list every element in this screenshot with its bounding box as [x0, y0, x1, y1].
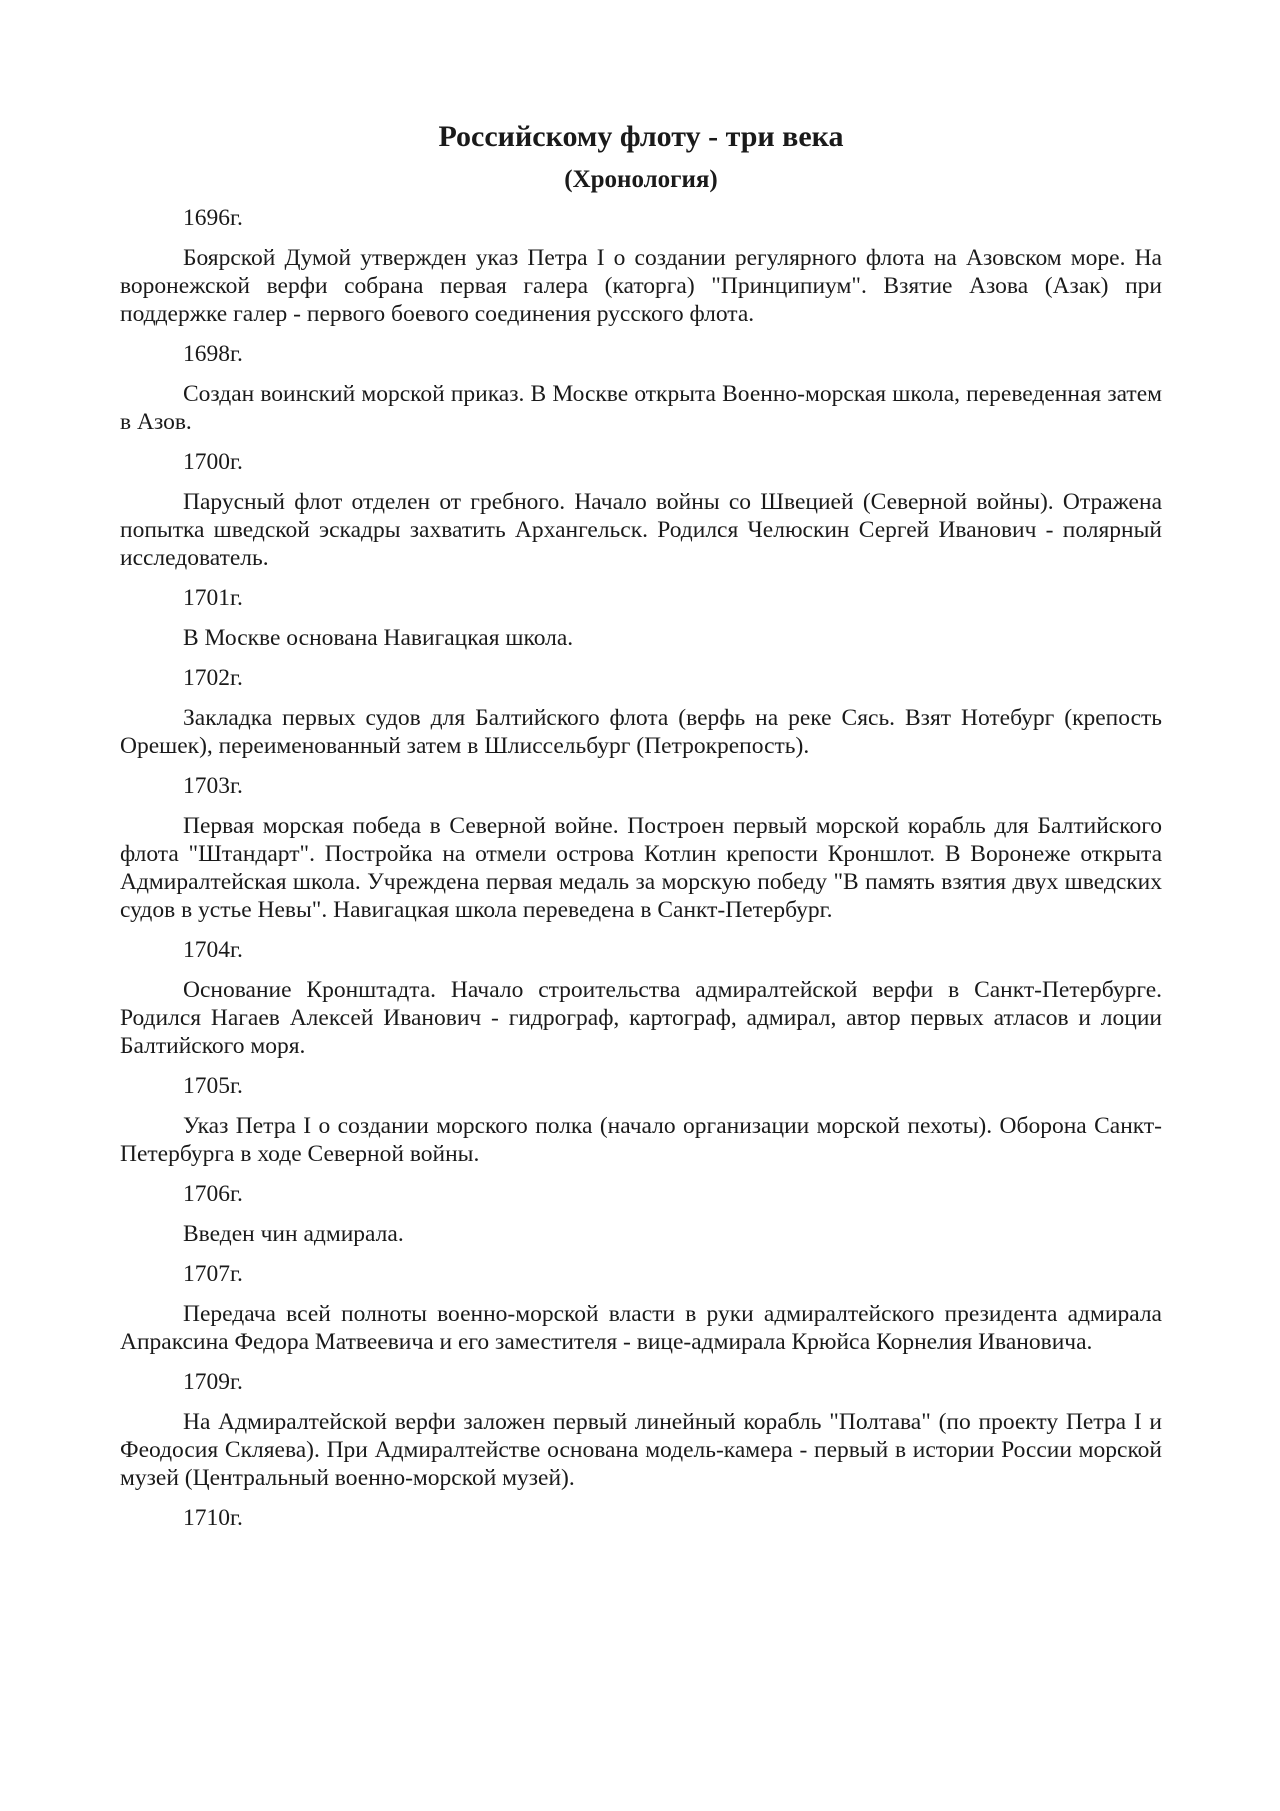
- entry-1710: [120, 1504, 1162, 1532]
- entry-1705: [120, 1072, 1162, 1168]
- entry-year: 1700г.: [183, 449, 243, 475]
- entry-year: 1706г.: [183, 1181, 243, 1207]
- entry-text: Закладка первых судов для Балтийского флота (верфь на реке Сясь. Взят Нотебург (крепость Орешек), переименованный затем в Шлиссельбург (Петрокрепость).: [120, 705, 1162, 759]
- entry-1702: [120, 664, 1162, 760]
- entry-1707: [120, 1260, 1162, 1356]
- entry-year: 1702г.: [183, 665, 243, 691]
- entry-text: Передача всей полноты военно-морской власти в руки адмиралтейского президента адмирала Апраксина Федора Матвеевича и его заместителя - вице-адмирала Крюйса Корнелия Ивановича.: [120, 1301, 1162, 1355]
- entry-text: Указ Петра I о создании морского полка (начало организации морской пехоты). Оборона Санкт-Петербурга в ходе Северной войны.: [120, 1113, 1162, 1167]
- entry-year: 1707г.: [183, 1261, 243, 1287]
- entry-1709: [120, 1368, 1162, 1492]
- entry-text: На Адмиралтейской верфи заложен первый линейный корабль "Полтава" (по проекту Петра I и Феодосия Скляева). При Адмиралтействе основана модель-камера - первый в истории России морской музей (Центральный военно-морской музей).: [120, 1409, 1162, 1491]
- entry-text: Создан воинский морской приказ. В Москве открыта Военно-морская школа, переведенная затем в Азов.: [120, 381, 1162, 435]
- entry-1704: [120, 936, 1162, 1060]
- entry-year: 1701г.: [183, 585, 243, 611]
- entry-year: 1709г.: [183, 1369, 243, 1395]
- entry-text: Боярской Думой утвержден указ Петра I о создании регулярного флота на Азовском море. На воронежской верфи собрана первая галера (каторга) "Принципиум". Взятие Азова (Азак) при поддержке галер - первого боевого соединения русского флота.: [120, 245, 1162, 327]
- entry-year: 1703г.: [183, 773, 243, 799]
- entry-year: 1705г.: [183, 1073, 243, 1099]
- entry-1696: [120, 204, 1162, 328]
- entry-1701: [120, 584, 1162, 652]
- entry-year: 1704г.: [183, 937, 243, 963]
- entry-year: 1696г.: [183, 205, 243, 231]
- entry-1700: [120, 448, 1162, 572]
- document-title: Российскому флоту - три века: [438, 120, 844, 153]
- entry-text: В Москве основана Навигацкая школа.: [183, 625, 574, 651]
- entry-1706: [120, 1180, 1162, 1248]
- entry-text: Парусный флот отделен от гребного. Начало войны со Швецией (Северной войны). Отражена попытка шведской эскадры захватить Архангельск. Родился Челюскин Сергей Иванович - полярный исследователь.: [120, 489, 1162, 571]
- entry-text: Введен чин адмирала.: [183, 1221, 404, 1247]
- entry-text: Первая морская победа в Северной войне. Построен первый морской корабль для Балтийского флота "Штандарт". Постройка на отмели острова Котлин крепости Кроншлот. В Воронеже открыта Адмиралтейская школа. Учреждена первая медаль за морскую победу "В память взятия двух шведских судов в устье Невы". Навигацкая школа переведена в Санкт-Петербург.: [120, 813, 1162, 923]
- document-subtitle: (Хронология): [564, 166, 718, 193]
- document-page: [120, 118, 1162, 1544]
- entry-1698: [120, 340, 1162, 436]
- entry-text: Основание Кронштадта. Начало строительства адмиралтейской верфи в Санкт-Петербурге. Родился Нагаев Алексей Иванович - гидрограф, картограф, адмирал, автор первых атласов и лоции Балтийского моря.: [120, 977, 1162, 1059]
- entry-1703: [120, 772, 1162, 924]
- entry-year: 1698г.: [183, 341, 243, 367]
- entry-year: 1710г.: [183, 1505, 243, 1531]
